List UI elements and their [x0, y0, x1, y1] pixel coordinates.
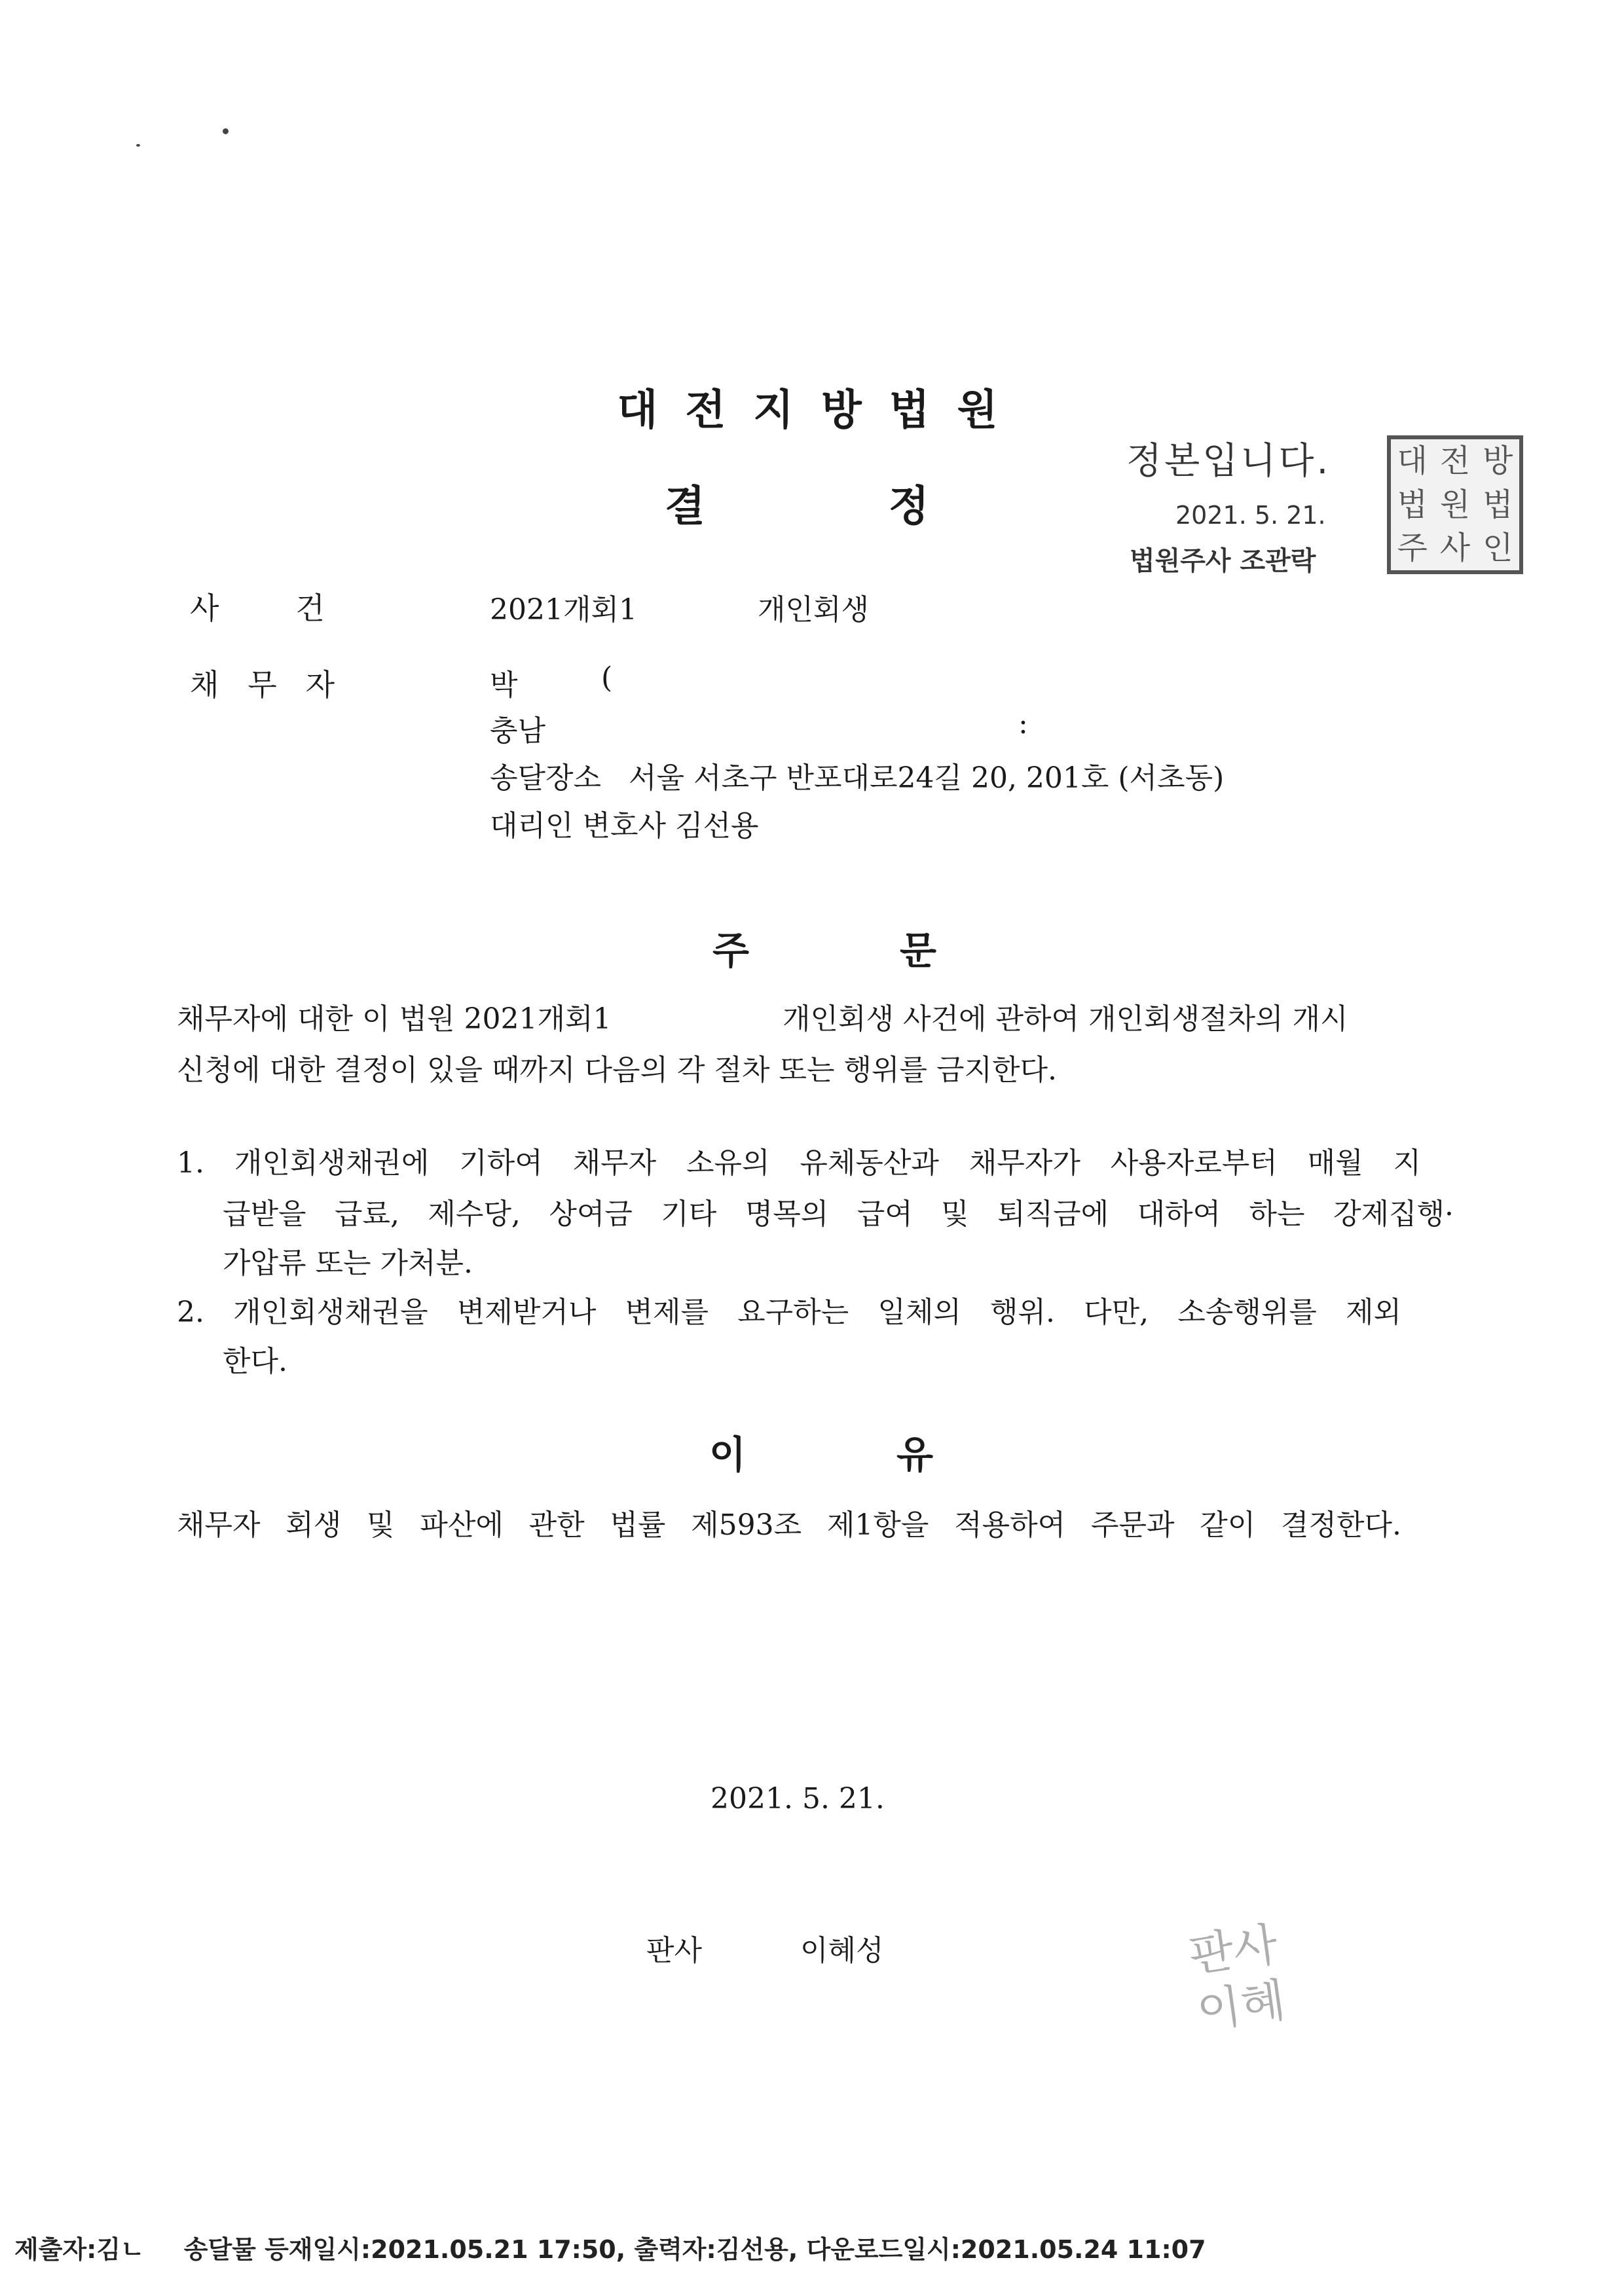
order-item-1-line3: 가압류 또는 가처분. [223, 1247, 473, 1280]
certification-date: 2021. 5. 21. [1175, 501, 1326, 530]
footer-info: 송달물 등재일시:2021.05.21 17:50, 출력자:김선용, 다운로드일시:2021.05.24 11:07 [183, 2235, 1206, 2264]
certification-clerk: 법원주사 조관락 [1130, 546, 1316, 576]
case-label: 사 건 [190, 591, 325, 626]
document-type-char: 정 [888, 483, 929, 531]
scan-speck [223, 128, 229, 134]
order-item-2-line2: 한다. [223, 1345, 287, 1378]
reason-text: 채무자 회생 및 파산에 관한 법률 제593조 제1항을 적용하여 주문과 같이 결정한다. [177, 1508, 1401, 1542]
court-name: 대전지방법원 [617, 386, 1025, 435]
debtor-address: 충남 [490, 714, 546, 748]
case-number: 2021개회1 [490, 593, 637, 627]
order-item-1-line1: 1. 개인회생채권에 기하여 채무자 소유의 유체동산과 채무자가 사용자로부터 매월 지 [177, 1146, 1421, 1180]
delivery-address: 송달장소 서울 서초구 반포대로24길 20, 201호 (서초동) [490, 761, 1225, 795]
judge-title: 판사 [646, 1934, 703, 1967]
judge-seal: 판사 이혜 [1185, 1917, 1289, 2039]
footer-submitter: 제출자:김ㄴ [14, 2235, 145, 2264]
certified-copy-text: 정본입니다. [1126, 440, 1331, 483]
footer-record [14, 2229, 1206, 2265]
decision-date: 2021. 5. 21. [710, 1782, 885, 1815]
order-paragraph-line1b: 개인회생 사건에 관하여 개인회생절차의 개시 [783, 1002, 1348, 1036]
case-type: 개인회생 [758, 593, 870, 627]
debtor-agent: 대리인 변호사 김선용 [490, 809, 759, 843]
debtor-name: 박 [490, 668, 518, 702]
order-item-2-line1: 2. 개인회생채권을 변제받거나 변제를 요구하는 일체의 행위. 다만, 소송행위를 제외 [177, 1296, 1401, 1329]
debtor-label: 채 무 자 [190, 667, 335, 702]
reason-heading: 이 유 [709, 1432, 934, 1477]
scan-speck [136, 144, 140, 147]
document-type-char: 결 [665, 483, 705, 531]
document-type [665, 473, 929, 533]
debtor-name-paren: ( [601, 661, 613, 695]
order-paragraph-line1a: 채무자에 대한 이 법원 2021개회1 [177, 1002, 612, 1036]
order-paragraph-line2: 신청에 대한 결정이 있을 때까지 다음의 각 절차 또는 행위를 금지한다. [177, 1053, 1057, 1087]
judge-name: 이혜성 [800, 1934, 884, 1967]
order-item-1-line2: 급받을 급료, 제수당, 상여금 기타 명목의 급여 및 퇴직금에 대하여 하는 강제집행· [223, 1197, 1454, 1231]
debtor-address-tail: : [1018, 707, 1028, 740]
court-seal: 대 전 방 법 원 법 주 사 인 [1387, 435, 1523, 574]
order-heading: 주 문 [712, 928, 937, 973]
